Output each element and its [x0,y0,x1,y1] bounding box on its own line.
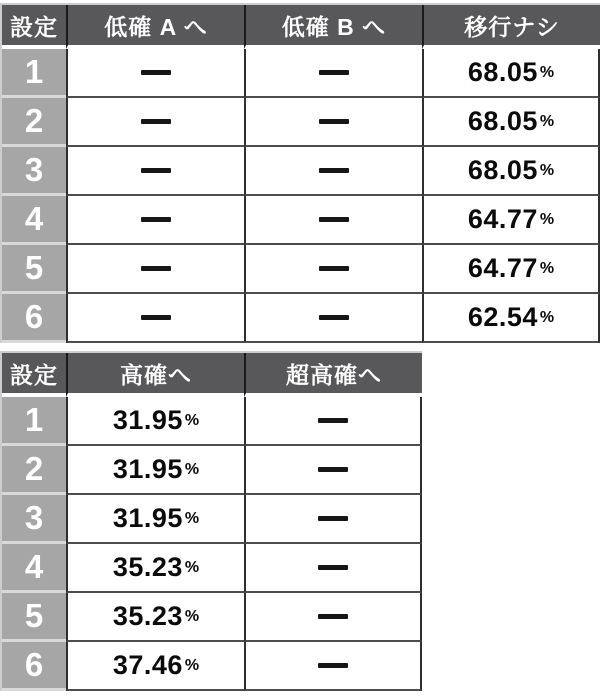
setting-cell: 6 [2,642,66,691]
dash-bar [318,663,348,668]
dash-bar [318,467,348,472]
setting-cell: 5 [2,593,66,642]
percent-value: 68.05 [467,57,538,87]
dash-bar [141,70,171,75]
dash-bar [319,119,349,124]
value-cell [66,495,244,544]
table-1 [0,3,600,343]
dash-cell [244,446,422,495]
dash-cell [244,98,422,147]
dash-cell [244,642,422,691]
value-cell [422,147,600,196]
percent-sign: % [184,411,200,429]
percent-value: 31.95 [112,503,183,533]
percent-value: 31.95 [112,454,183,484]
dash-bar [318,614,348,619]
percent-value: 62.54 [467,302,538,332]
dash-cell [244,397,422,446]
setting-cell: 3 [2,147,66,196]
percent-sign: % [539,308,555,326]
percent-value: 64.77 [467,204,538,234]
value-cell [422,98,600,147]
percent-value: 31.95 [112,405,183,435]
setting-cell: 2 [2,98,66,147]
dash-cell [244,196,422,245]
column-header: 低確 B へ [244,5,422,49]
setting-cell: 4 [2,196,66,245]
percent-sign: % [539,63,555,81]
dash-bar [141,315,171,320]
column-header: 低確 A へ [66,5,244,49]
dash-bar [141,217,171,222]
dash-bar [141,168,171,173]
dash-bar [318,565,348,570]
dash-bar [318,516,348,521]
percent-sign: % [539,259,555,277]
percent-value: 68.05 [467,106,538,136]
dash-bar [319,168,349,173]
dash-bar [319,315,349,320]
percent-value: 35.23 [112,552,183,582]
dash-cell [244,49,422,98]
dash-cell [244,245,422,294]
dash-cell [66,147,244,196]
dash-cell [66,98,244,147]
dash-cell [244,544,422,593]
setting-cell: 3 [2,495,66,544]
dash-cell [244,147,422,196]
dash-cell [66,245,244,294]
setting-cell: 2 [2,446,66,495]
dash-bar [141,119,171,124]
percent-value: 68.05 [467,155,538,185]
dash-bar [319,70,349,75]
percent-sign: % [539,161,555,179]
dash-cell [66,49,244,98]
setting-cell: 5 [2,245,66,294]
column-header: 高確へ [66,353,244,397]
dash-cell [244,593,422,642]
column-header: 超高確へ [244,353,422,397]
dash-cell [66,196,244,245]
value-cell [66,446,244,495]
percent-sign: % [184,460,200,478]
value-cell [66,544,244,593]
value-cell [66,593,244,642]
value-cell [422,245,600,294]
dash-bar [318,418,348,423]
value-cell [66,642,244,691]
percent-sign: % [184,558,200,576]
dash-bar [141,266,171,271]
column-header: 移行ナシ [422,5,600,49]
setting-cell: 6 [2,294,66,343]
percent-sign: % [184,656,200,674]
percent-value: 64.77 [467,253,538,283]
percent-value: 37.46 [112,650,183,680]
value-cell [422,196,600,245]
setting-column-header: 設定 [2,5,66,49]
setting-cell: 1 [2,49,66,98]
percent-sign: % [539,112,555,130]
dash-cell [66,294,244,343]
dash-cell [244,495,422,544]
value-cell [422,294,600,343]
setting-cell: 1 [2,397,66,446]
percent-sign: % [539,210,555,228]
dash-cell [244,294,422,343]
value-cell [422,49,600,98]
setting-column-header: 設定 [2,353,66,397]
table-2 [0,351,422,691]
percent-sign: % [184,607,200,625]
setting-cell: 4 [2,544,66,593]
dash-bar [319,217,349,222]
percent-sign: % [184,509,200,527]
dash-bar [319,266,349,271]
value-cell [66,397,244,446]
percent-value: 35.23 [112,601,183,631]
